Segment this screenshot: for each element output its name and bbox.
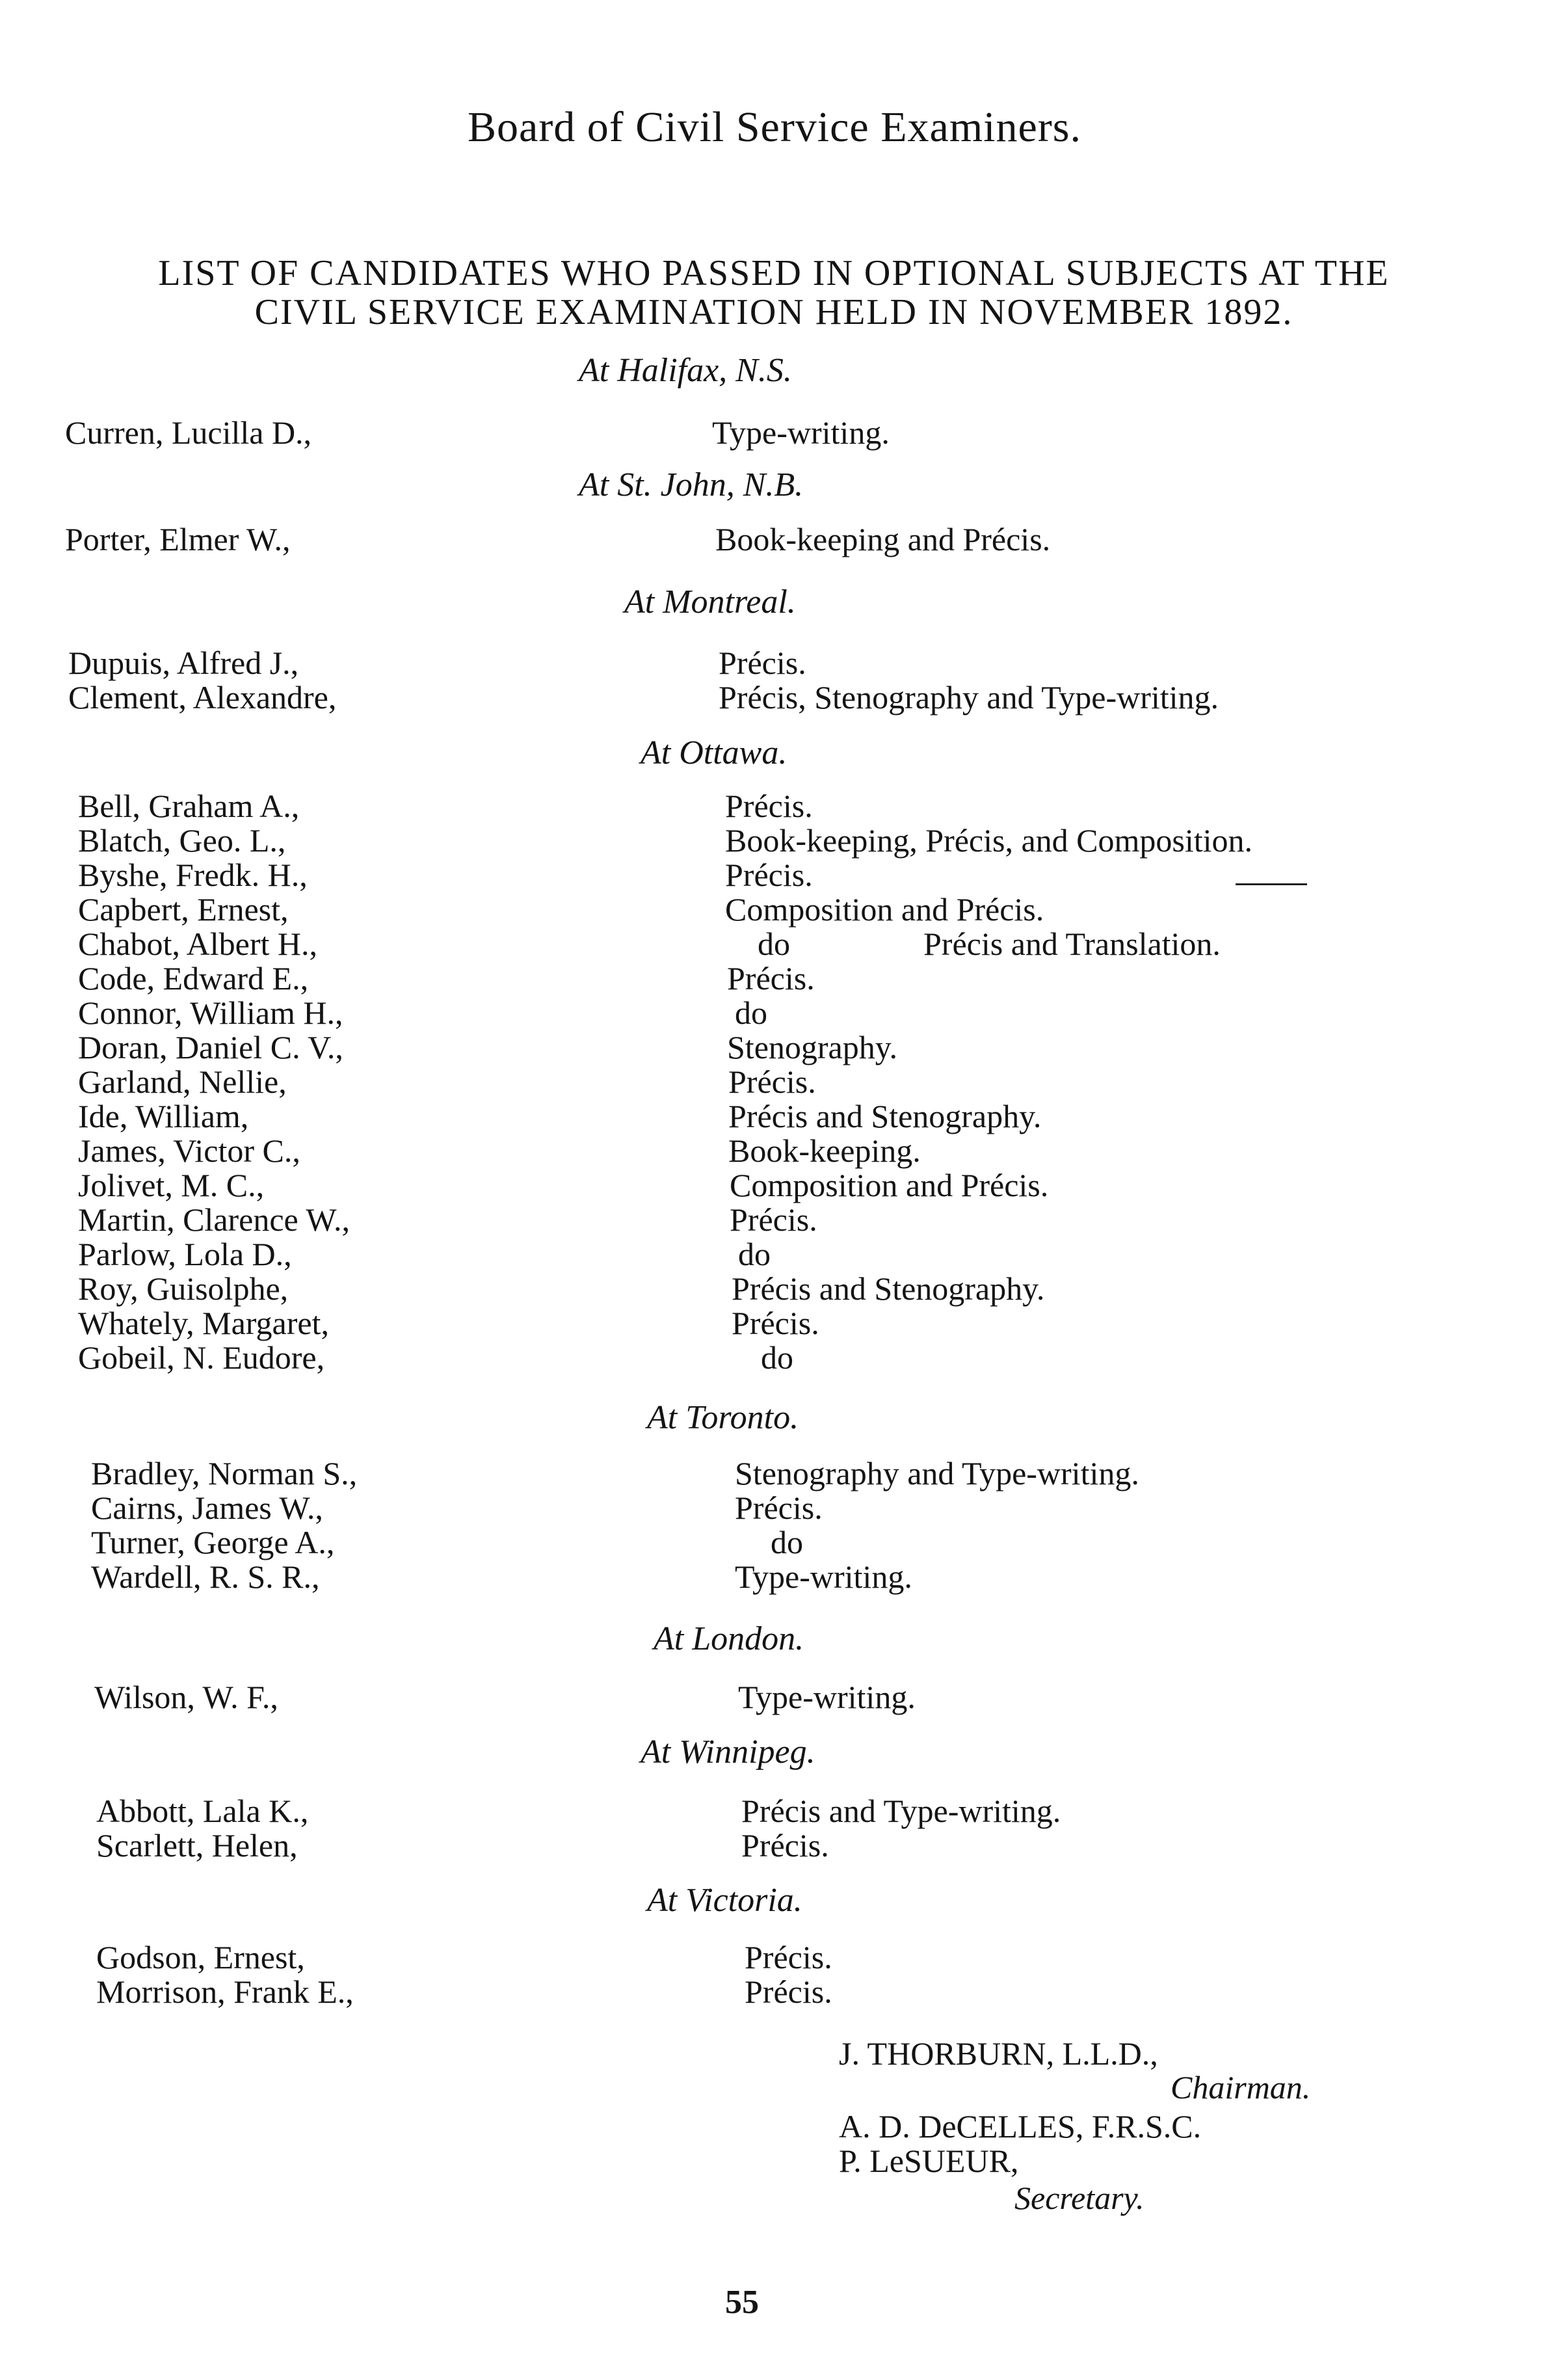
candidate-row (0, 1063, 1549, 1099)
running-head: Board of Civil Service Examiners. (468, 103, 1081, 151)
candidate-subjects: Composition and Précis. (730, 1167, 1049, 1203)
candidate-subjects: Précis and Type-writing. (741, 1793, 1061, 1829)
candidate-name: Turner, George A., (91, 1524, 335, 1560)
candidate-row (0, 890, 1549, 927)
candidate-row (0, 1339, 1549, 1375)
horizontal-rule (1236, 883, 1307, 885)
candidate-name: Godson, Ernest, (96, 1939, 305, 1975)
candidate-name: Roy, Guisolphe, (78, 1270, 289, 1307)
candidate-subjects: Précis. (728, 1063, 816, 1100)
candidate-row (0, 414, 1549, 450)
candidate-row (0, 1678, 1549, 1715)
candidate-row (0, 1132, 1549, 1168)
place-heading: At Montreal. (624, 583, 796, 621)
candidate-name: Doran, Daniel C. V., (78, 1029, 343, 1065)
candidate-name: Jolivet, M. C., (78, 1167, 265, 1203)
candidate-row (0, 1304, 1549, 1341)
candidate-name: Blatch, Geo. L., (78, 822, 286, 859)
candidate-row (0, 925, 1549, 961)
candidate-name: Scarlett, Helen, (96, 1827, 298, 1864)
candidate-subjects: Précis. (730, 1201, 817, 1238)
place-heading: At Ottawa. (641, 734, 788, 771)
candidate-name: Capbert, Ernest, (78, 891, 289, 928)
candidate-row (0, 1235, 1549, 1272)
candidate-subjects: Stenography. (727, 1029, 897, 1065)
candidate-subjects: Précis. (741, 1827, 829, 1864)
candidate-subjects: Précis. (745, 1973, 832, 2010)
candidate-name: Chabot, Albert H., (78, 926, 318, 962)
candidate-subjects: Précis. (727, 960, 815, 996)
candidate-row (0, 1097, 1549, 1134)
candidate-name: Morrison, Frank E., (96, 1973, 354, 2010)
candidate-name: Martin, Clarence W., (78, 1201, 350, 1238)
candidate-name: Abbott, Lala K., (96, 1793, 309, 1829)
candidate-subjects: Book-keeping. (728, 1132, 921, 1169)
candidate-subjects: Type-writing. (712, 414, 890, 451)
candidate-subjects: Précis. (745, 1939, 832, 1975)
candidate-row (0, 1454, 1549, 1491)
candidate-subjects: do (738, 1236, 771, 1272)
candidate-row (0, 1792, 1549, 1828)
candidate-row (0, 856, 1549, 892)
secretary-title: Secretary. (1014, 2180, 1145, 2216)
candidate-subjects-extra: Précis and Translation. (923, 926, 1221, 962)
secretary-name: P. LeSUEUR, (839, 2143, 1019, 2179)
candidate-row (0, 822, 1549, 858)
candidate-subjects: Type-writing. (735, 1558, 912, 1595)
candidate-row (0, 1270, 1549, 1306)
place-heading: At London. (654, 1620, 804, 1657)
place-heading: At St. John, N.B. (579, 466, 804, 503)
candidate-row (0, 994, 1549, 1030)
candidate-name: Wardell, R. S. R., (91, 1558, 320, 1595)
candidate-subjects: Stenography and Type-writing. (735, 1455, 1139, 1491)
candidate-row (0, 1166, 1549, 1203)
place-heading: At Winnipeg. (641, 1733, 815, 1771)
candidate-row (0, 1489, 1549, 1525)
candidate-name: Dupuis, Alfred J., (68, 645, 299, 681)
candidate-name: Curren, Lucilla D., (65, 414, 312, 451)
candidate-subjects: Précis and Stenography. (728, 1098, 1042, 1134)
candidate-subjects: Précis. (725, 857, 813, 893)
chairman-name: J. THORBURN, L.L.D., (839, 2035, 1158, 2072)
candidate-name: Parlow, Lola D., (78, 1236, 292, 1272)
candidate-row (0, 1826, 1549, 1863)
candidate-name: Garland, Nellie, (78, 1063, 287, 1100)
candidate-subjects: do (761, 1339, 793, 1376)
place-heading: At Victoria. (647, 1882, 802, 1919)
list-title-line-1: LIST OF CANDIDATES WHO PASSED IN OPTIONAL SUBJECTS AT THE (158, 253, 1390, 293)
candidate-subjects: Précis. (719, 645, 806, 681)
candidate-row (0, 1028, 1549, 1065)
candidate-name: Bradley, Norman S., (91, 1455, 358, 1491)
page-number: 55 (725, 2284, 759, 2321)
candidate-subjects: Book-keeping and Précis. (715, 521, 1051, 557)
candidate-row (0, 1523, 1549, 1560)
candidate-subjects: do (735, 995, 767, 1031)
candidate-row (0, 644, 1549, 680)
candidate-name: Connor, William H., (78, 995, 343, 1031)
candidate-subjects: Précis. (735, 1490, 823, 1526)
member-name: A. D. DeCELLES, F.R.S.C. (839, 2108, 1202, 2145)
candidate-row (0, 959, 1549, 996)
candidate-row (0, 1558, 1549, 1594)
candidate-name: Ide, William, (78, 1098, 249, 1134)
candidate-subjects: do (771, 1524, 803, 1560)
candidate-subjects: Précis. (725, 788, 813, 824)
candidate-name: Gobeil, N. Eudore, (78, 1339, 325, 1376)
candidate-row (0, 787, 1549, 823)
candidate-name: James, Victor C., (78, 1132, 300, 1169)
candidate-row (0, 1201, 1549, 1237)
candidate-name: Cairns, James W., (91, 1490, 323, 1526)
candidate-name: Byshe, Fredk. H., (78, 857, 308, 893)
candidate-row (0, 520, 1549, 557)
candidate-subjects: Book-keeping, Précis, and Composition. (725, 822, 1253, 859)
candidate-subjects: Précis. (732, 1305, 819, 1341)
list-title-line-2: CIVIL SERVICE EXAMINATION HELD IN NOVEMBER 1892. (254, 292, 1293, 332)
candidate-name: Bell, Graham A., (78, 788, 300, 824)
candidate-name: Clement, Alexandre, (68, 679, 337, 715)
candidate-row (0, 678, 1549, 715)
candidate-subjects: Précis, Stenography and Type-writing. (719, 679, 1219, 715)
candidate-row (0, 1938, 1549, 1975)
chairman-title: Chairman. (1171, 2069, 1311, 2106)
candidate-row (0, 1973, 1549, 2009)
candidate-subjects: Type-writing. (738, 1679, 916, 1715)
candidate-subjects: do (758, 926, 790, 962)
candidate-name: Wilson, W. F., (94, 1679, 278, 1715)
candidate-subjects: Précis and Stenography. (732, 1270, 1045, 1307)
place-heading: At Toronto. (647, 1399, 799, 1436)
list-title (59, 254, 1489, 332)
candidate-name: Whately, Margaret, (78, 1305, 329, 1341)
place-heading: At Halifax, N.S. (579, 352, 792, 389)
candidate-name: Code, Edward E., (78, 960, 309, 996)
candidate-name: Porter, Elmer W., (65, 521, 291, 557)
candidate-subjects: Composition and Précis. (725, 891, 1044, 928)
